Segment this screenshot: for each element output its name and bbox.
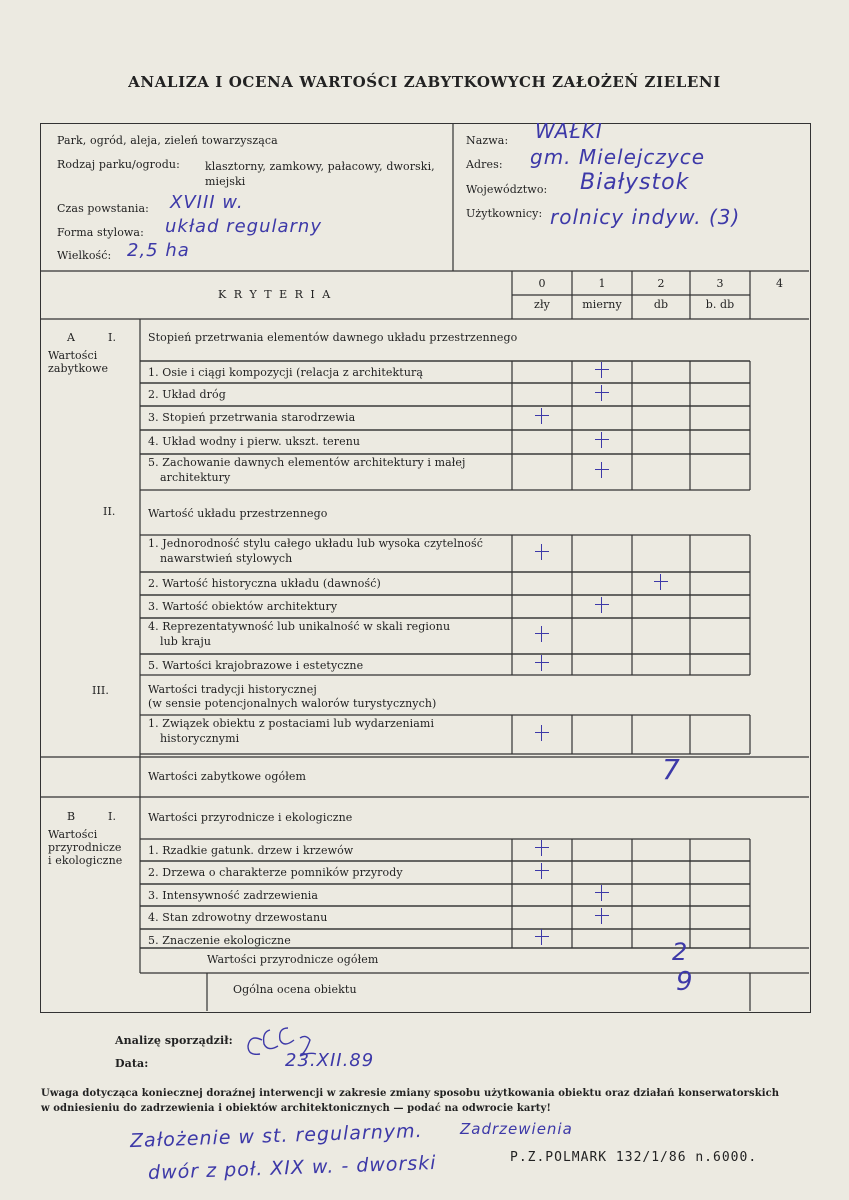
adres-label: Adres: — [466, 158, 503, 171]
criteria-row-label: 2. Wartość historyczna układu (dawność) — [148, 577, 381, 590]
criteria-row-label: 5. Znaczenie ekologiczne — [148, 934, 291, 947]
sporzadzil-label: Analizę sporządził: — [115, 1034, 233, 1047]
czas-label: Czas powstania: — [57, 202, 149, 215]
rodzaj-options-2: miejski — [205, 175, 246, 188]
criteria-row-label: 1. Rzadkie gatunk. drzew i krzewów — [148, 844, 354, 857]
uwaga-line-2: w odniesieniu do zadrzewienia i obiektów architektonicznych — podać na odwrocie karty! — [41, 1103, 551, 1114]
rodzaj-label: Rodzaj parku/ogrodu: — [57, 158, 180, 171]
score-number: 4 — [775, 277, 784, 290]
forma-value: układ regularny — [165, 216, 322, 237]
criteria-row-label: 3. Wartość obiektów architektury — [148, 600, 338, 613]
criteria-row-label: 1. Jednorodność stylu całego układu lub wysoka czytelność — [148, 537, 484, 550]
forma-label: Forma stylowa: — [57, 226, 144, 239]
criteria-row-label: 4. Układ wodny i pierw. ukszt. terenu — [148, 435, 361, 448]
note-side: Zadrzewienia — [460, 1120, 573, 1138]
criteria-row-label: 1. Osie i ciągi kompozycji (relacja z architekturą — [148, 366, 424, 379]
a1-title: Stopień przetrwania elementów dawnego układu przestrzennego — [148, 331, 518, 344]
score-number: 1 — [598, 277, 606, 290]
uzyt-label: Użytkownicy: — [466, 207, 543, 220]
score-number: 2 — [657, 277, 665, 290]
section-a-roman: I. — [108, 331, 117, 344]
score-number: 0 — [538, 277, 546, 290]
section-b-label: Wartości przyrodnicze i ekologiczne — [48, 828, 123, 867]
criteria-row-label-cont: lub kraju — [160, 635, 212, 648]
score-label: db — [653, 298, 669, 311]
criteria-row-label: 4. Stan zdrowotny drzewostanu — [148, 911, 328, 924]
data-label: Data: — [115, 1057, 149, 1070]
criteria-row-label: 1. Związek obiektu z postaciami lub wydarzeniami — [148, 717, 435, 730]
przyrodnicze-total-value: 2 — [672, 938, 689, 966]
park-label: Park, ogród, aleja, zieleń towarzysząca — [57, 134, 278, 147]
adres-value: gm. Mielejczyce — [530, 145, 706, 169]
a3-subtitle: (w sensie potencjonalnych walorów turystycznych) — [148, 697, 437, 710]
b1-title: Wartości przyrodnicze i ekologiczne — [148, 811, 353, 824]
uzyt-value: rolnicy indyw. (3) — [550, 205, 741, 229]
page-title: ANALIZA I OCENA WARTOŚCI ZABYTKOWYCH ZAŁOŻEŃ ZIELENI — [128, 73, 721, 91]
polmark-code: P.Z.POLMARK 132/1/86 n.6000. — [510, 1150, 758, 1165]
uwaga-line-1: Uwaga dotycząca koniecznej doraźnej interwencji w zakresie zmiany sposobu użytkowania obiektu oraz działań konserwatorskich — [41, 1088, 780, 1099]
criteria-row-label: 2. Układ dróg — [148, 388, 226, 401]
a2-title: Wartość układu przestrzennego — [148, 507, 328, 520]
note-line-1: Założenie w st. regularnym. — [129, 1119, 423, 1153]
wielkosc-label: Wielkość: — [57, 249, 112, 262]
criteria-row-label: 5. Wartości krajobrazowe i estetyczne — [148, 659, 364, 672]
section-a-code: A — [67, 331, 76, 344]
zabytkowe-total-value: 7 — [662, 753, 681, 786]
woj-value: Białystok — [580, 170, 690, 195]
zabytkowe-total-label: Wartości zabytkowe ogółem — [148, 770, 307, 783]
a3-title: Wartości tradycji historycznej — [148, 683, 317, 696]
section-b-roman: I. — [108, 810, 117, 823]
score-label: mierny — [582, 298, 622, 311]
section-b-code: B — [67, 810, 76, 823]
data-value: 23.XII.89 — [285, 1050, 375, 1071]
score-label: zły — [534, 298, 550, 311]
criteria-row-label-cont: nawarstwień stylowych — [160, 552, 293, 565]
przyrodnicze-total-label: Wartości przyrodnicze ogółem — [207, 953, 379, 966]
score-number: 3 — [716, 277, 724, 290]
wielkosc-value: 2,5 ha — [127, 240, 190, 261]
czas-value: XVIII w. — [170, 192, 244, 213]
rodzaj-options: klasztorny, zamkowy, pałacowy, dworski, — [205, 160, 435, 173]
a2-roman: II. — [103, 505, 116, 518]
criteria-row-label-cont: architektury — [160, 471, 231, 484]
ogolna-label: Ogólna ocena obiektu — [233, 983, 357, 996]
criteria-row-label: 2. Drzewa o charakterze pomników przyrody — [148, 866, 403, 879]
criteria-row-label: 4. Reprezentatywność lub unikalność w skali regionu — [148, 620, 451, 633]
section-a-label: Wartości zabytkowe — [48, 349, 109, 375]
criteria-row-label: 3. Intensywność zadrzewienia — [148, 889, 319, 902]
criteria-row-label: 3. Stopień przetrwania starodrzewia — [148, 411, 356, 424]
note-line-2: dwór z poł. XIX w. - dworski — [147, 1151, 437, 1185]
woj-label: Województwo: — [466, 183, 548, 196]
kryteria-header: K R Y T E R I A — [218, 288, 333, 301]
criteria-row-label: 5. Zachowanie dawnych elementów architektury i małej — [148, 456, 466, 469]
a3-roman: III. — [92, 684, 109, 697]
ogolna-value: 9 — [676, 967, 694, 997]
nazwa-value: WAŁKI — [535, 119, 603, 143]
criteria-row-label-cont: historycznymi — [160, 732, 240, 745]
nazwa-label: Nazwa: — [466, 134, 509, 147]
score-label: b. db — [705, 298, 735, 311]
